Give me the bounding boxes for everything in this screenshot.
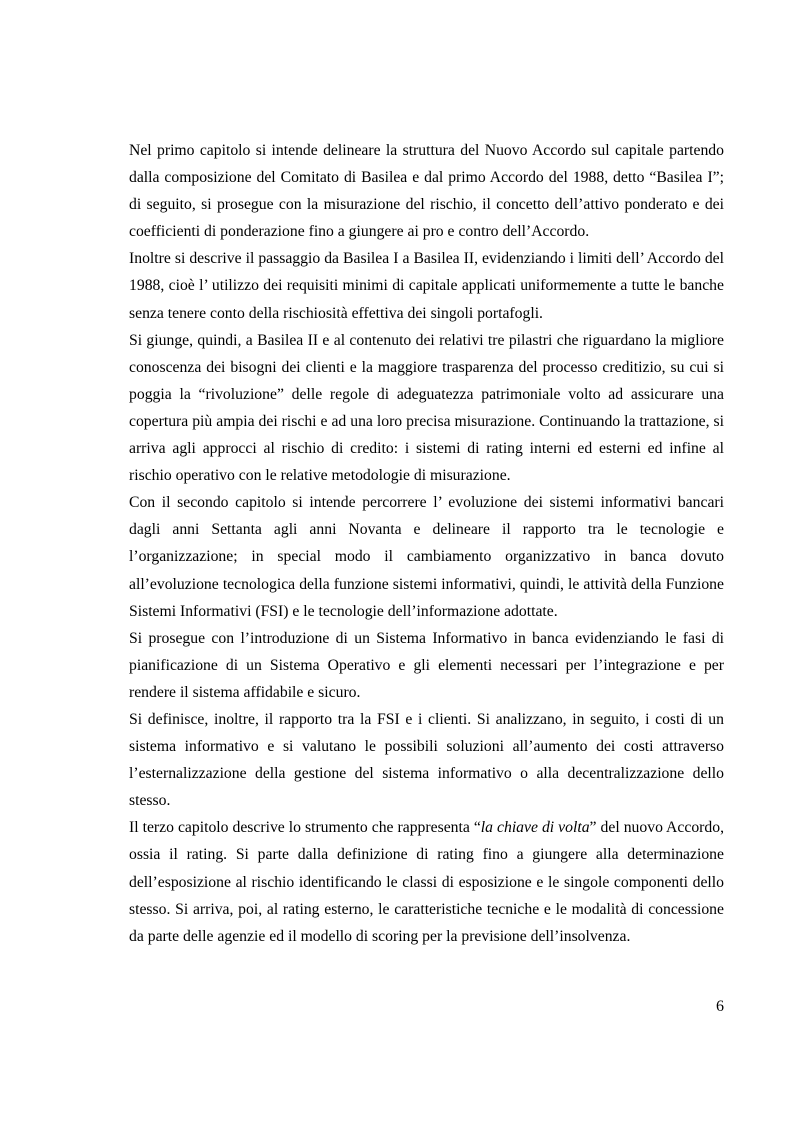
page-number: 6 bbox=[716, 998, 724, 1015]
body-text bbox=[129, 137, 724, 950]
italic-phrase: la chiave di volta bbox=[480, 819, 590, 837]
paragraph-basilea-transition: Inoltre si descrive il passaggio da Basilea I a Basilea II, evidenziando i limiti dell’ Accordo del 1988, cioè l’ utilizzo dei requisiti minimi di capitale applicati uniformemente a tutte le banche senza tenere conto della rischiosità effettiva dei singoli portafogli. bbox=[129, 250, 724, 322]
paragraph-information-system: Si prosegue con l’introduzione di un Sistema Informativo in banca evidenziando le fasi di pianificazione di un Sistema Operativo e gli elementi necessari per l’integrazione e per rendere il sistema affidabile e sicuro. bbox=[129, 629, 724, 701]
paragraph-basilea-two-pillars: Si giunge, quindi, a Basilea II e al contenuto dei relativi tre pilastri che riguardano la migliore conoscenza dei bisogni dei clienti e la maggiore trasparenza del processo creditizio, su cui si poggia la “rivoluzione” delle regole di adeguatezza patrimoniale volto ad assicurare una copertura più ampia dei rischi e ad una loro precisa misurazione. Continuando la trattazione, si arriva agli approcci al rischio di credito: i sistemi di rating interni ed esterni ed infine al rischio operativo con le relative metodologie di misurazione. bbox=[129, 331, 724, 485]
paragraph-chapter-three-start: Il terzo capitolo descrive lo strumento che rappresenta “ bbox=[129, 819, 481, 837]
paragraph-chapter-three-rest: ” del nuovo Accordo, ossia il rating. Si parte dalla definizione di rating fino a giungere alla determinazione dell’esposizione al rischio identificando le classi di esposizione e le singole componenti dello stesso. Si arriva, poi, al rating esterno, le caratteristiche tecniche e le modalità di concessione da parte delle agenzie ed il modello di scoring per la previsione dell’insolvenza. bbox=[129, 819, 724, 945]
paragraph-chapter-one-intro: Nel primo capitolo si intende delineare la struttura del Nuovo Accordo sul capitale partendo dalla composizione del Comitato di Basilea e dal primo Accordo del 1988, detto “Basilea I”; di seguito, si prosegue con la misurazione del rischio, il concetto dell’attivo ponderato e dei coefficienti di ponderazione fino a giungere ai pro e contro dell’Accordo. bbox=[129, 142, 724, 241]
paragraph-fsi-clients: Si definisce, inoltre, il rapporto tra la FSI e i clienti. Si analizzano, in seguito, i costi di un sistema informativo e si valutano le possibili soluzioni all’aumento dei costi attraverso l’esternalizzazione della gestione del sistema informativo o alla decentralizzazione dello stesso. bbox=[129, 710, 724, 810]
paragraph-chapter-three-intro bbox=[129, 814, 724, 949]
paragraph-chapter-two-intro: Con il secondo capitolo si intende percorrere l’ evoluzione dei sistemi informativi bancari dagli anni Settanta agli anni Novanta e delineare il rapporto tra le tecnologie e l’organizzazione; in special modo il cambiamento organizzativo in banca dovuto all’evoluzione tecnologica della funzione sistemi informativi, quindi, le attività della Funzione Sistemi Informativi (FSI) e le tecnologie dell’informazione adottate. bbox=[129, 494, 724, 620]
